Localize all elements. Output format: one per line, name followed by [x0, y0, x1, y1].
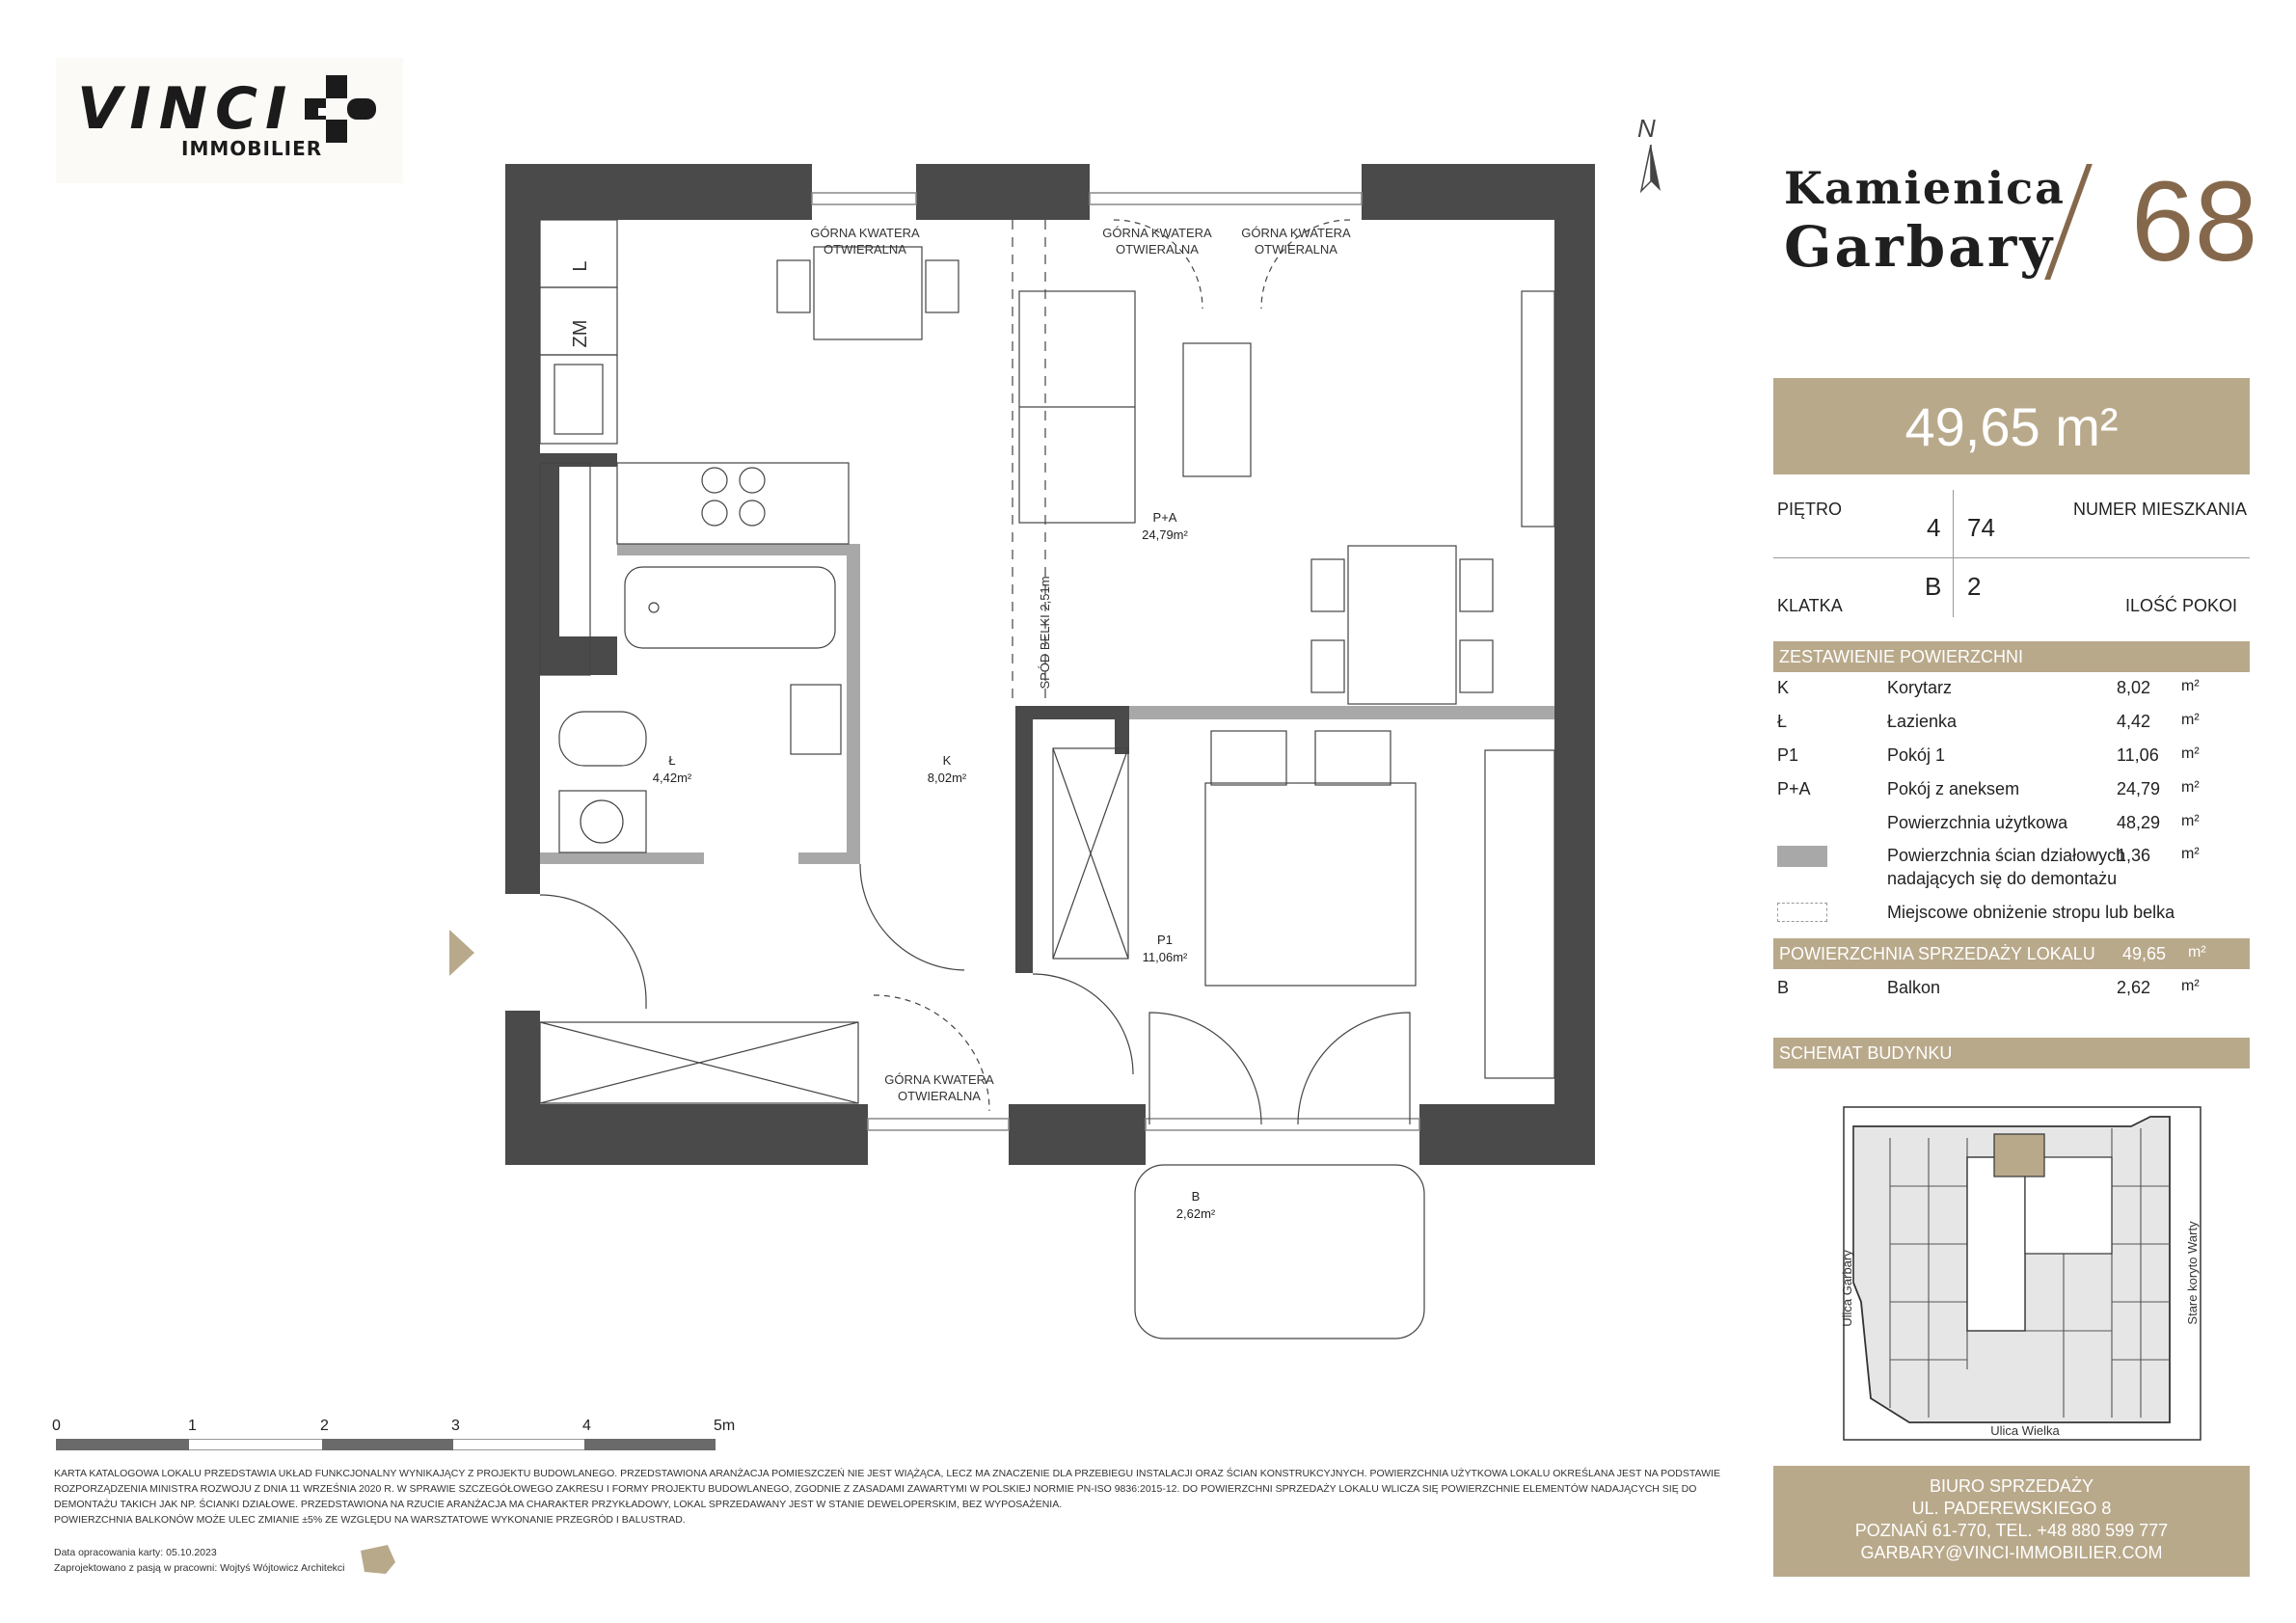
ceiling-note: Miejscowe obniżenie stropu lub belka: [1887, 903, 2175, 922]
balcony-value: 2,62: [2117, 978, 2151, 997]
summary-header-band: [1773, 641, 2250, 672]
stair-value: B: [1925, 572, 1942, 601]
logo-subtitle: IMMOBILIER: [181, 137, 323, 160]
date-note: Data opracowania karty: 05.10.2023: [54, 1547, 217, 1558]
row-code: P+A: [1777, 779, 1811, 798]
room-b-label: B: [1191, 1189, 1201, 1204]
row-unit: m²: [2181, 745, 2200, 762]
apartment-label: NUMER MIESZKANIA: [2073, 500, 2248, 519]
cabinet-l-label: L: [570, 260, 591, 272]
row-unit: m²: [2181, 779, 2200, 796]
row-code: Ł: [1777, 712, 1788, 731]
room-b-area: 2,62m²: [1175, 1206, 1216, 1221]
schema-header: SCHEMAT BUDYNKU: [1779, 1043, 1953, 1063]
window-note-bottom: GÓRNA KWATERA: [884, 1072, 994, 1087]
window-note-top-right: GÓRNA KWATERA: [1241, 226, 1351, 240]
row-name: Korytarz: [1887, 678, 1953, 697]
balcony-name: Balkon: [1887, 978, 1941, 997]
sales-office-box: [1773, 1466, 2250, 1577]
row-code: K: [1777, 678, 1790, 697]
partition-swatch: [1777, 846, 1827, 867]
partition-unit: m²: [2181, 846, 2200, 862]
total-area: 49,65 m²: [1904, 396, 2119, 457]
room-l-label: Ł: [668, 753, 676, 768]
partition-value: 1,36: [2117, 846, 2151, 865]
designer-note: Zaprojektowano z pasją w pracowni: Wojtyś Wójtowicz Architekci: [54, 1562, 345, 1574]
contact-address: UL. PADEREWSKIEGO 8: [1911, 1499, 2112, 1518]
title-line-2: Garbary: [1784, 214, 2056, 280]
entry-arrow-icon: [449, 930, 474, 976]
row-value: 4,42: [2117, 712, 2151, 731]
info-divider-vertical: [1953, 490, 1954, 617]
scale-tick-label: 3: [451, 1418, 460, 1434]
disclaimer-line: KARTA KATALOGOWA LOKALU PRZEDSTAWIA UKŁAD FUNKCJONALNY WYNIKAJĄCY Z PROJEKTU BUDOWLANEGO. PRZEDSTAWIONA ARANŻACJA POMIESZCZEŃ NIE JEST WIĄŻĄCA, LECZ MA ZNACZENIE DLA PRZEBIEGU INSTALACJI ORAZ ŚCIAN KONSTRUKCYJNYCH. POWIERZCHNIA UŻYTKOWA LOKALU OKREŚLANA JEST NA PODSTAWIE: [54, 1468, 1720, 1479]
ceiling-swatch: [1777, 903, 1827, 922]
title-line-1: Kamienica: [1784, 162, 2066, 214]
row-unit: m²: [2181, 678, 2200, 694]
row-unit: m²: [2181, 813, 2200, 829]
scale-tick-label: 5m: [714, 1418, 736, 1434]
row-value: 11,06: [2117, 745, 2159, 765]
row-name: Powierzchnia użytkowa: [1887, 813, 2068, 832]
disclaimer-line: ROZPORZĄDZENIA MINISTRA ROZWOJU Z DNIA 11 WRZEŚNIA 2020 R. W SPRAWIE SZCZEGÓŁOWEGO ZAKRESU I FORMY PROJEKTU BUDOWLANEGO, ZGODNIE Z ZASADAMI ZAWARTYMI W POLSKIEJ NORMIE PN-ISO 9836:2015-12. DO POWIERZCHNI SPRZEDAŻY LOKALU WLICZA SIĘ POWIERZCHNIE ELEMENTÓW NADAJĄCYCH SIĘ DO: [54, 1483, 1697, 1495]
window-note-top-left: GÓRNA KWATERA: [810, 226, 920, 240]
sale-area-value: 49,65: [2122, 944, 2167, 963]
window-note-top-left-2: OTWIERALNA: [824, 242, 906, 257]
sale-area-band: [1773, 938, 2250, 969]
room-k-label: K: [942, 753, 952, 768]
contact-line: BIURO SPRZEDAŻY: [1929, 1476, 2094, 1496]
room-l-area: 4,42m²: [652, 771, 692, 785]
window-note-bottom-2: OTWIERALNA: [898, 1089, 981, 1103]
row-unit: m²: [2181, 712, 2200, 728]
room-p1-area: 11,06m²: [1142, 950, 1188, 964]
floor-value: 4: [1927, 513, 1941, 542]
sale-area-unit: m²: [2188, 944, 2206, 960]
disclaimer: [54, 1466, 1751, 1528]
north-label: N: [1637, 114, 1656, 143]
disclaimer-line: DEMONTAŻU TAKICH JAK NP. ŚCIANKI DZIAŁOWE. PRZEDSTAWIONA NA RZUCIE ARANŻACJA MA CHARAKTER PRZYKŁADOWY, LOKAL SPRZEDAWANY JEST W STANIE DEWELOPERSKIM, BEZ WYPOSAŻENIA.: [54, 1499, 1063, 1510]
row-name: Pokój z aneksem: [1887, 779, 2020, 798]
row-name: Pokój 1: [1887, 745, 1946, 765]
window-note-top-mid-2: OTWIERALNA: [1116, 242, 1199, 257]
apartment-value: 74: [1967, 513, 1995, 542]
room-pa-label: P+A: [1152, 510, 1177, 525]
balcony-unit: m²: [2181, 978, 2200, 994]
street-right: Stare koryto Warty: [2185, 1221, 2200, 1325]
scale-tick-label: 0: [52, 1418, 61, 1434]
stair-label: KLATKA: [1777, 596, 1843, 615]
sale-area-label: POWIERZCHNIA SPRZEDAŻY LOKALU: [1779, 944, 2095, 963]
row-value: 8,02: [2117, 678, 2151, 697]
logo-wordmark: VINCI: [77, 75, 295, 143]
rooms-label: ILOŚĆ POKOI: [2125, 596, 2238, 615]
contact-email[interactable]: GARBARY@VINCI-IMMOBILIER.COM: [1860, 1543, 2163, 1562]
rooms-value: 2: [1967, 572, 1982, 601]
room-pa-area: 24,79m²: [1142, 527, 1188, 542]
partition-label-1: Powierzchnia ścian działowych: [1887, 846, 2126, 865]
floor-label: PIĘTRO: [1777, 500, 1843, 519]
window-note-top-right-2: OTWIERALNA: [1255, 242, 1337, 257]
scale-tick-label: 1: [188, 1418, 197, 1434]
total-area-box: [1773, 378, 2250, 474]
window-note-top-mid: GÓRNA KWATERA: [1102, 226, 1212, 240]
schema-header-band: [1773, 1038, 2250, 1068]
architect-logo-icon: [359, 1543, 409, 1576]
contact-phone: POZNAŃ 61-770, TEL. +48 880 599 777: [1854, 1521, 2169, 1540]
balcony-code: B: [1777, 978, 1790, 997]
building-schema: [1832, 1099, 2218, 1456]
disclaimer-line: POWIERZCHNIA BALKONÓW MOŻE ULEC ZMIANIE ±5% ZE WZGLĘDU NA WARSZTATOWE WYKONANIE PRZEGRÓD I BALUSTRAD.: [54, 1514, 686, 1526]
row-value: 48,29: [2117, 813, 2161, 832]
room-k-area: 8,02m²: [927, 771, 967, 785]
scale-tick-label: 2: [320, 1418, 329, 1434]
row-name: Łazienka: [1887, 712, 1958, 731]
building-number: 68: [2131, 158, 2258, 285]
row-value: 24,79: [2117, 779, 2161, 798]
partition-label-2: nadających się do demontażu: [1887, 869, 2118, 888]
summary-header: ZESTAWIENIE POWIERZCHNI: [1779, 647, 2024, 666]
north-arrow-icon: [1639, 145, 1662, 193]
scale-tick-label: 4: [582, 1418, 591, 1434]
street-left: Ulica Garbary: [1840, 1250, 1854, 1327]
street-bottom: Ulica Wielka: [1990, 1423, 2060, 1438]
cabinet-zm-label: ZM: [570, 319, 591, 348]
beam-note: SPÓD BELKI 2,51m: [1038, 576, 1052, 690]
info-divider: [1773, 557, 2250, 558]
row-code: P1: [1777, 745, 1799, 765]
room-p1-label: P1: [1157, 933, 1173, 947]
